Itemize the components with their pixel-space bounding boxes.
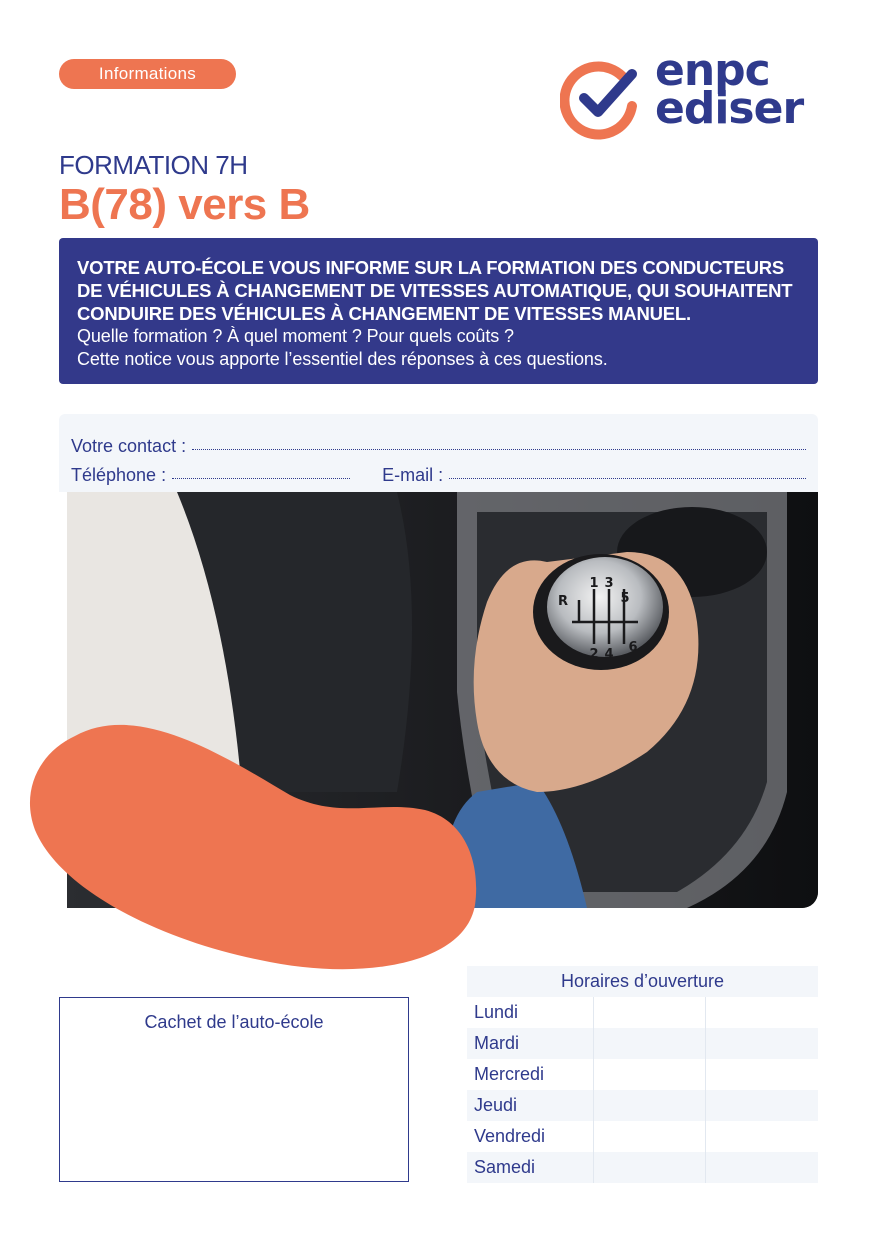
formation-kicker: FORMATION 7H: [59, 150, 248, 180]
gear-label-2: 2: [589, 647, 599, 662]
hours-row: [467, 1090, 818, 1121]
email-label: E-mail :: [382, 465, 444, 485]
phone-field[interactable]: [172, 478, 350, 479]
logo-wordmark: [655, 45, 804, 134]
info-line-1: Quelle formation ? À quel moment ? Pour quels coûts ?: [77, 326, 514, 346]
hours-row: [467, 1059, 818, 1090]
hours-slot[interactable]: [706, 1090, 818, 1121]
gear-label-4: 4: [604, 647, 614, 662]
contact-row: [71, 428, 806, 457]
hours-slot[interactable]: [706, 1152, 818, 1183]
info-bold-text: VOTRE AUTO-ÉCOLE VOUS INFORME SUR LA FORMATION DES CONDUCTEURS DE VÉHICULES À CHANGEMENT DE VITESSES AUTOMATIQUE, QUI SOUHAITENT CONDUIRE DES VÉHICULES À CHANGEMENT DE VITESSES MANUEL.: [77, 257, 793, 324]
gear-label-5: 5: [620, 591, 630, 606]
hours-row: [467, 1121, 818, 1152]
phone-email-row: [71, 457, 806, 486]
hours-slot[interactable]: [706, 997, 818, 1028]
email-field[interactable]: [449, 478, 806, 479]
gear-shift-photo: [67, 492, 818, 908]
logo-line-2: ediser: [655, 83, 804, 134]
enpc-ediser-logo: [560, 45, 830, 142]
day-label: Jeudi: [467, 1090, 594, 1121]
day-label: Mardi: [467, 1028, 594, 1059]
cachet-label: Cachet de l’auto-école: [144, 1012, 324, 1032]
page-title: B(78) vers B: [59, 180, 310, 229]
hours-slot[interactable]: [594, 1090, 706, 1121]
contact-form: [59, 414, 818, 492]
hours-title: Horaires d’ouverture: [467, 966, 818, 997]
day-label: Lundi: [467, 997, 594, 1028]
gear-label-3: 3: [604, 576, 614, 591]
gear-label-1: 1: [589, 576, 599, 591]
hours-slot[interactable]: [706, 1121, 818, 1152]
hours-slot[interactable]: [594, 1059, 706, 1090]
hours-row: [467, 997, 818, 1028]
checkmark-circle-icon: [560, 54, 640, 144]
cachet-box: [59, 997, 409, 1182]
opening-hours-table: [467, 966, 818, 1183]
gear-label-r: R: [557, 594, 569, 609]
phone-label: Téléphone :: [71, 465, 167, 485]
hours-row: [467, 1028, 818, 1059]
gear-shift-illustration: [67, 492, 818, 908]
informations-tag: Informations: [59, 59, 236, 89]
day-label: Samedi: [467, 1152, 594, 1183]
contact-label: Votre contact :: [71, 436, 187, 456]
logo-line-1: enpc: [655, 45, 770, 96]
gear-label-6: 6: [628, 640, 638, 655]
day-label: Mercredi: [467, 1059, 594, 1090]
hours-slot[interactable]: [594, 1152, 706, 1183]
hours-slot[interactable]: [594, 1121, 706, 1152]
info-line-2: Cette notice vous apporte l’essentiel des réponses à ces questions.: [77, 349, 608, 369]
contact-field[interactable]: [192, 449, 806, 450]
hours-slot[interactable]: [706, 1028, 818, 1059]
info-banner: [59, 238, 818, 384]
hours-slot[interactable]: [594, 997, 706, 1028]
hours-slot[interactable]: [706, 1059, 818, 1090]
hours-row: [467, 1152, 818, 1183]
hours-slot[interactable]: [594, 1028, 706, 1059]
day-label: Vendredi: [467, 1121, 594, 1152]
